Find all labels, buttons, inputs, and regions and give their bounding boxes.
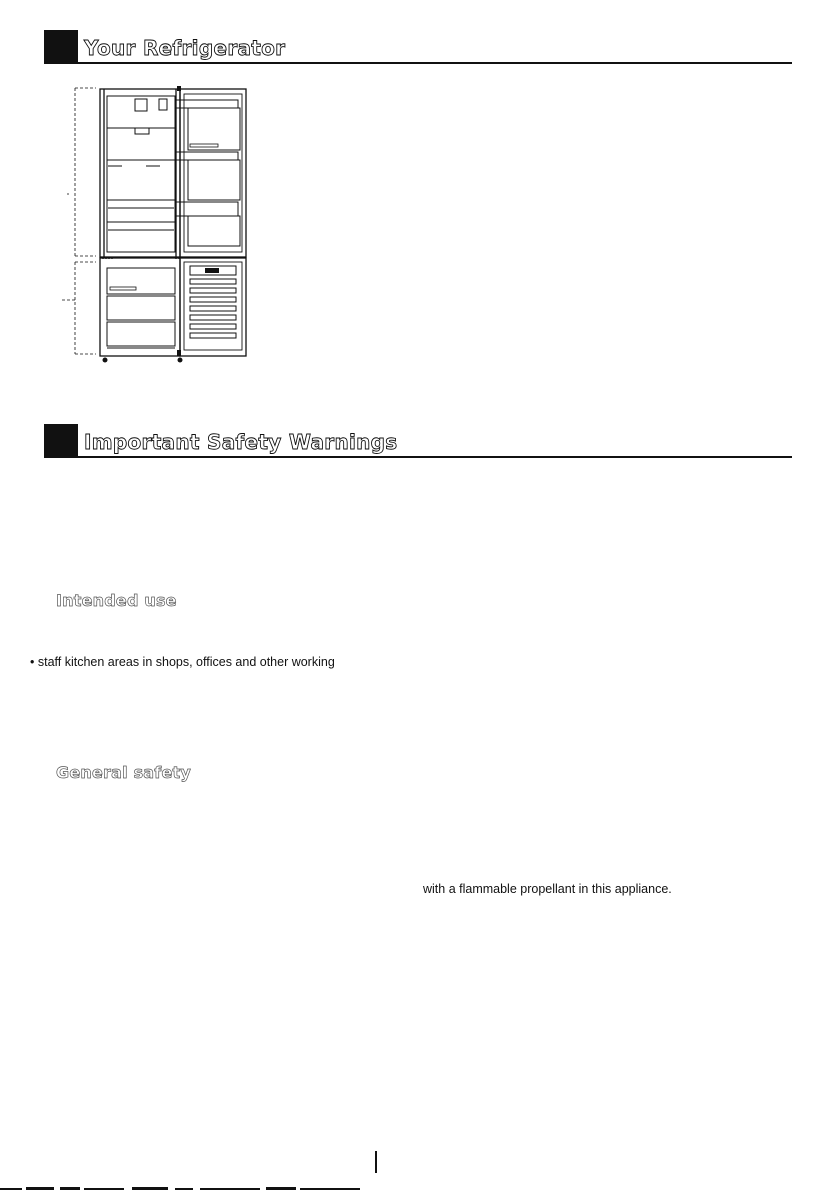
door-shelves <box>176 100 240 246</box>
subheading-general-safety: General safety <box>56 763 191 782</box>
freezer-drawers <box>107 268 175 348</box>
fridge-shelves <box>107 96 175 252</box>
refrigerator-diagram <box>60 84 260 368</box>
subheading-intended-use: Intended use <box>56 591 177 610</box>
section-header-refrigerator <box>44 30 792 64</box>
dimension-brackets <box>62 88 96 354</box>
footer-artifact-strip <box>0 1186 400 1192</box>
page-number-divider <box>375 1151 377 1173</box>
section-header-safety <box>44 424 792 458</box>
section-title: Important Safety Warnings <box>84 430 398 454</box>
section-number-badge <box>44 424 78 458</box>
hinges <box>103 86 183 363</box>
fridge-door <box>180 89 246 257</box>
section-number-badge <box>44 30 78 64</box>
section-title: Your Refrigerator <box>84 36 286 60</box>
text-staff-kitchen: • staff kitchen areas in shops, offices and other working <box>30 655 335 669</box>
section-rule <box>78 62 792 64</box>
section-rule <box>78 456 792 458</box>
text-flammable-propellant: with a flammable propellant in this appliance. <box>423 882 672 896</box>
freezer-door-vents <box>190 266 236 338</box>
